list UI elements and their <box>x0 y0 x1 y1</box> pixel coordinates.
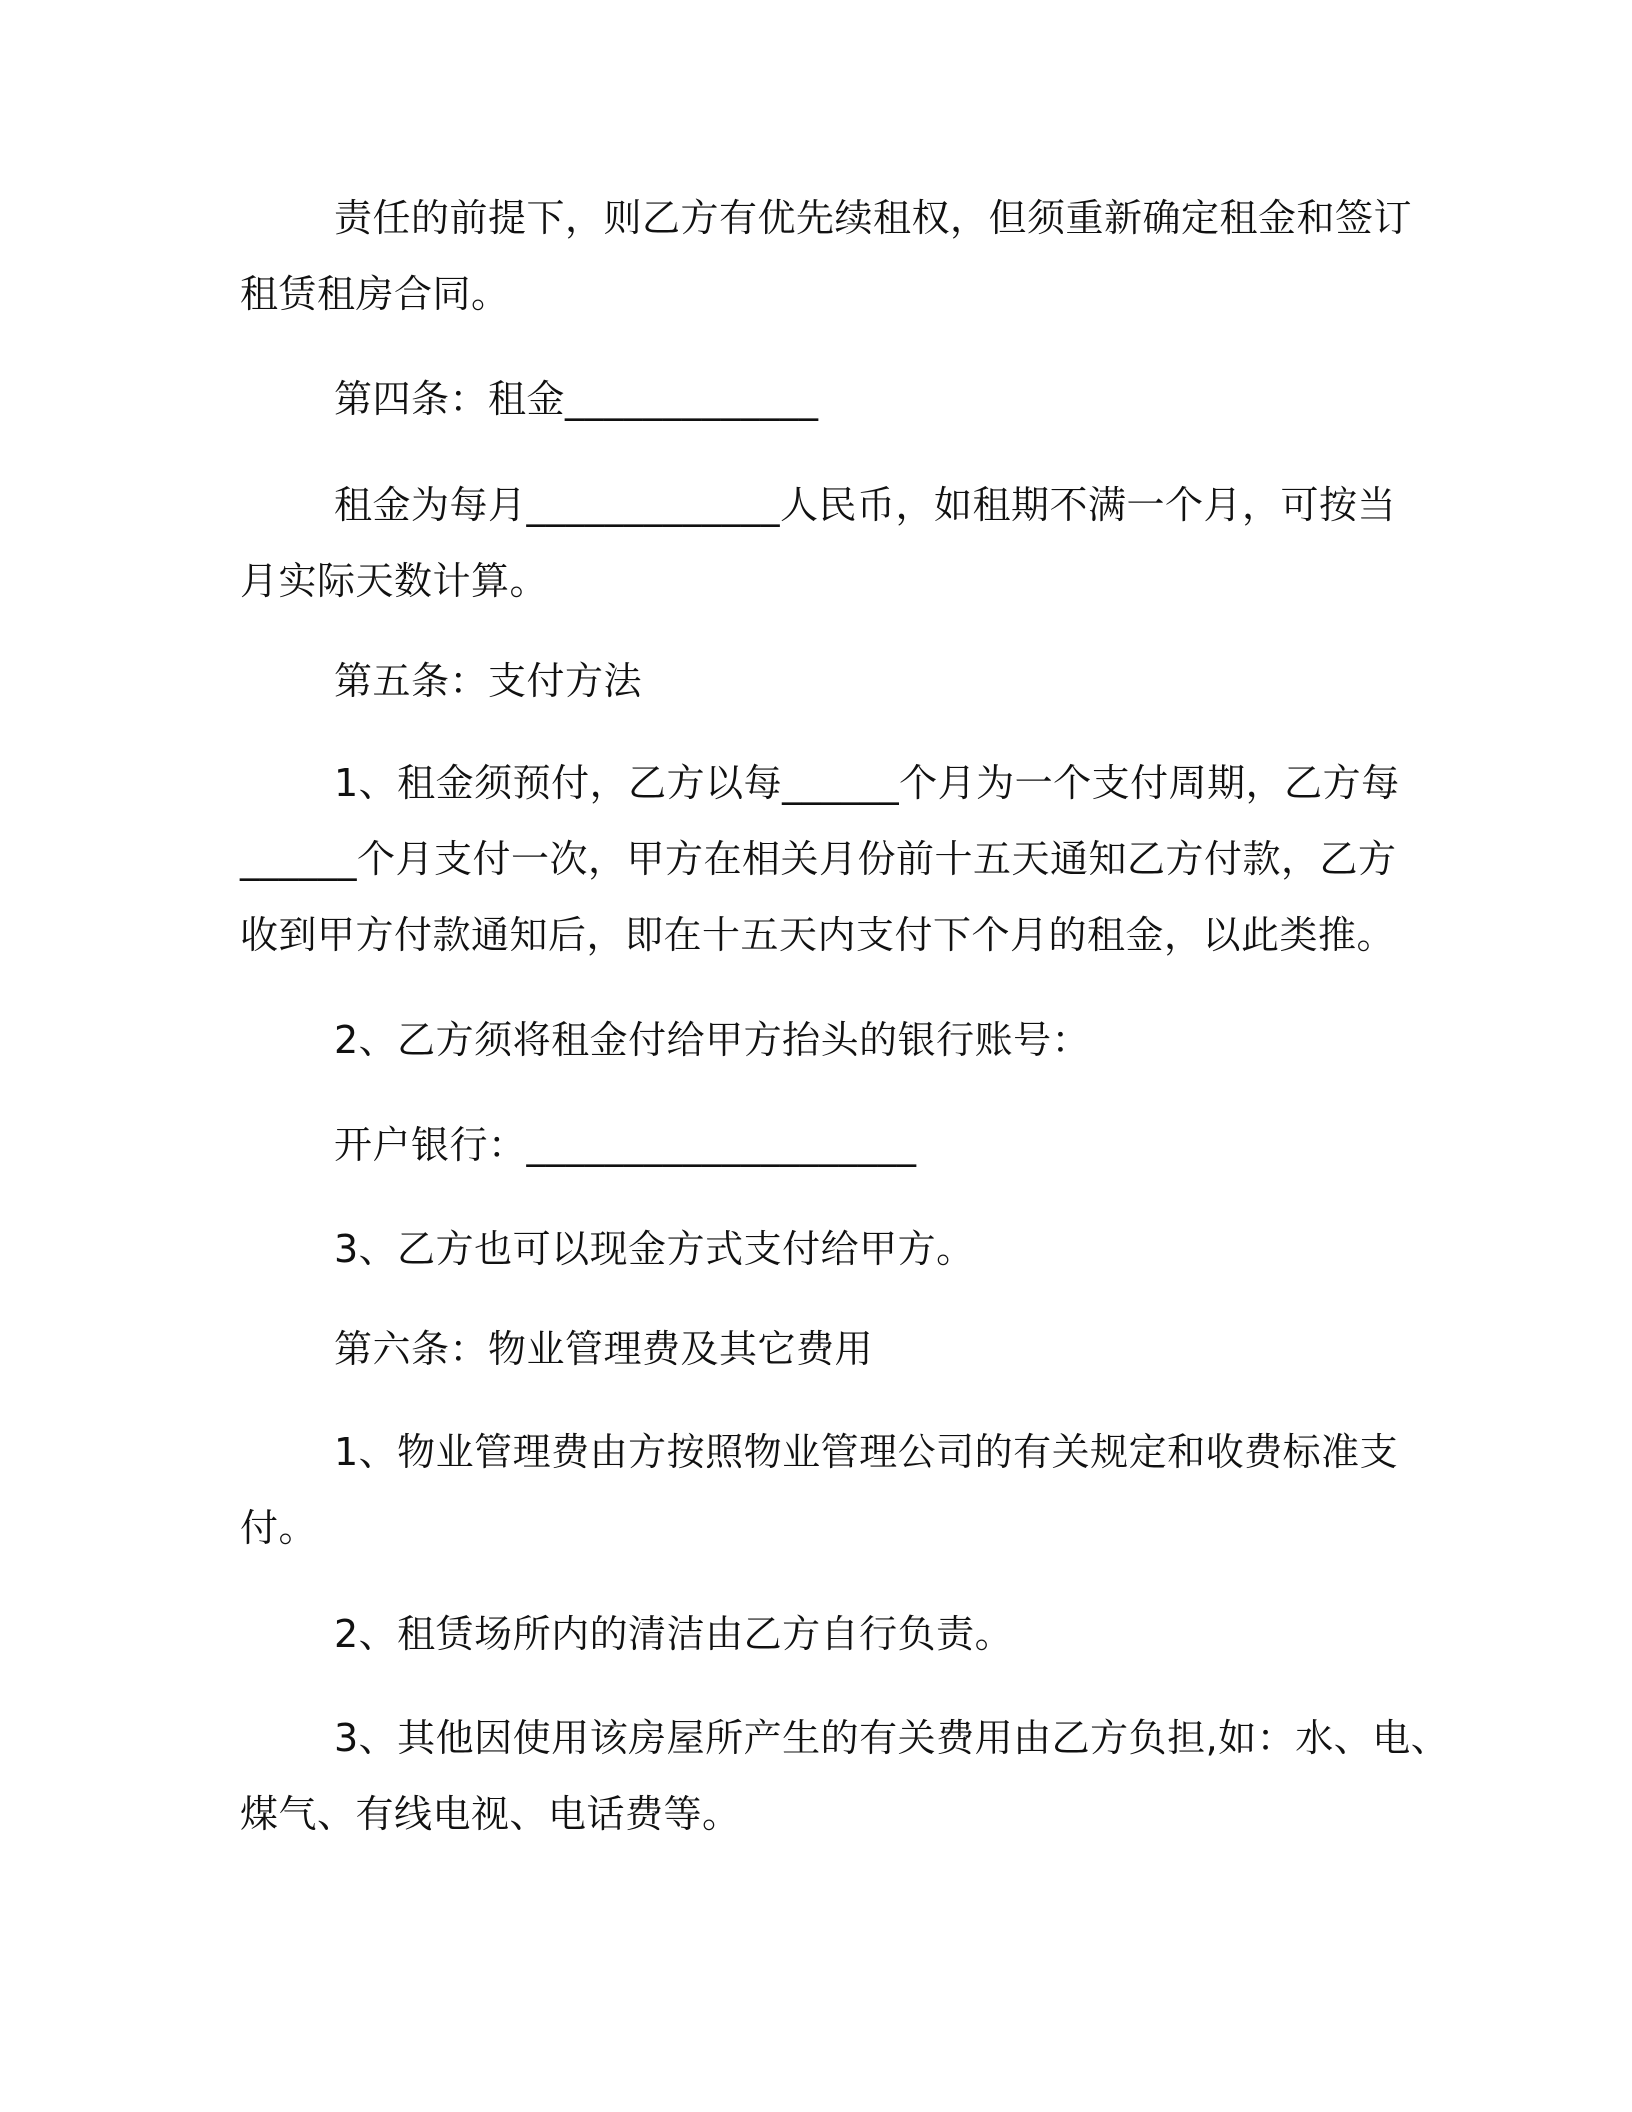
paragraph-line: 租赁租房合同。 <box>240 272 510 316</box>
bank-field-line: 开户银行：____________________ <box>334 1123 917 1167</box>
paragraph-line: 责任的前提下，则乙方有优先续租权，但须重新确定租金和签订 <box>334 196 1413 240</box>
paragraph-line: 2、租赁场所内的清洁由乙方自行负责。 <box>334 1612 1014 1656</box>
paragraph-line: 3、乙方也可以现金方式支付给甲方。 <box>334 1227 975 1271</box>
paragraph-line: 1、租金须预付，乙方以每______个月为一个支付周期，乙方每 <box>334 761 1400 805</box>
paragraph-line: ______个月支付一次，甲方在相关月份前十五天通知乙方付款，乙方 <box>240 837 1397 881</box>
article-heading-fees: 第六条：物业管理费及其它费用 <box>334 1327 874 1371</box>
article-heading-rent: 第四条：租金_____________ <box>334 377 819 421</box>
paragraph-line: 1、物业管理费由方按照物业管理公司的有关规定和收费标准支 <box>334 1430 1399 1474</box>
paragraph-line: 煤气、有线电视、电话费等。 <box>240 1792 741 1836</box>
paragraph-line: 付。 <box>240 1506 318 1550</box>
article-heading-payment: 第五条：支付方法 <box>334 659 643 703</box>
paragraph-line: 收到甲方付款通知后，即在十五天内支付下个月的租金，以此类推。 <box>240 913 1396 957</box>
paragraph-line: 3、其他因使用该房屋所产生的有关费用由乙方负担,如：水、电、 <box>334 1716 1450 1760</box>
paragraph-line: 2、乙方须将租金付给甲方抬头的银行账号： <box>334 1018 1091 1062</box>
paragraph-line: 月实际天数计算。 <box>240 559 549 603</box>
paragraph-line: 租金为每月_____________人民币，如租期不满一个月，可按当 <box>334 483 1397 527</box>
